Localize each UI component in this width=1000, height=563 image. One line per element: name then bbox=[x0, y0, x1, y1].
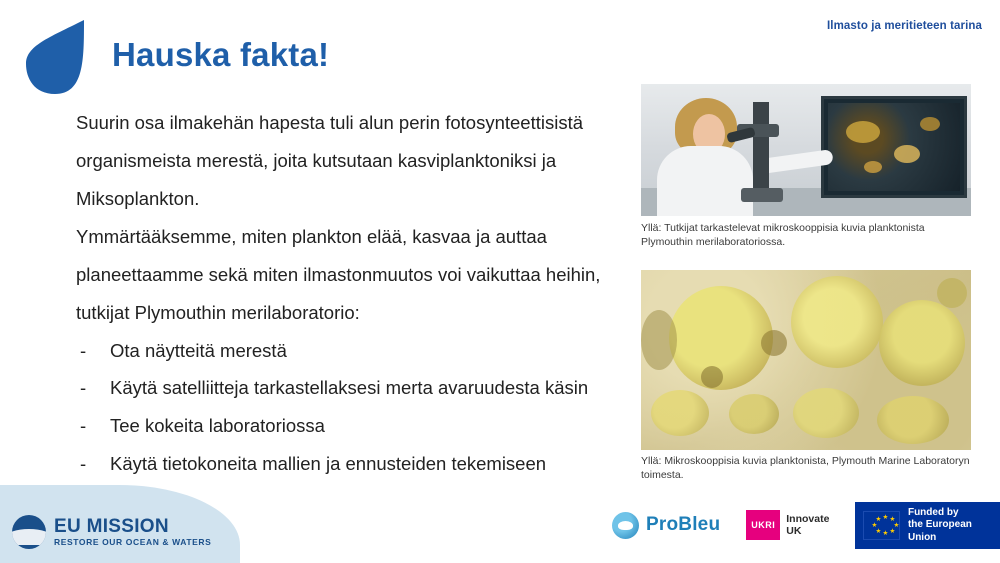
eu-mission-line2: RESTORE OUR OCEAN & WATERS bbox=[54, 536, 212, 547]
partner-logo-row bbox=[612, 502, 1000, 550]
plankton-cell bbox=[701, 366, 723, 388]
eu-funded-line2: the European Union bbox=[907, 519, 972, 543]
header-label: Ilmasto ja meritieteen tarina bbox=[826, 20, 982, 32]
bullet-marker: - bbox=[80, 377, 87, 399]
plankton-cell bbox=[791, 276, 883, 368]
plankton-cell bbox=[879, 300, 965, 386]
researcher-lab-coat bbox=[657, 146, 753, 216]
water-drop-icon bbox=[26, 20, 84, 94]
eu-mission-logo bbox=[12, 515, 211, 549]
list-item-label: Käytä satelliitteja tarkastellaksesi merta avaruudesta käsin bbox=[110, 377, 589, 399]
paragraph-intro: Suurin osa ilmakehän hapesta tuli alun perin fotosynteettisistä organismeista merestä, joita kutsutaan kasviplanktoniksi ja Miksoplankton. bbox=[76, 112, 583, 209]
list-item bbox=[76, 445, 636, 483]
plankton-cell bbox=[641, 310, 677, 370]
page-title: Hauska fakta! bbox=[112, 36, 330, 73]
plankton-cell bbox=[793, 388, 859, 438]
plankton-microscopy-photo bbox=[641, 270, 971, 450]
bullet-marker: - bbox=[80, 339, 87, 361]
list-item bbox=[76, 369, 636, 407]
eu-funded-text bbox=[908, 507, 990, 545]
eu-mission-text bbox=[54, 517, 211, 547]
caption-top: Yllä: Tutkijat tarkastelevat mikroskooppisia kuvia planktonista Plymouthin merilaboratoriossa. bbox=[641, 222, 925, 248]
plankton-cell bbox=[729, 394, 779, 434]
probleu-name: ProBleu bbox=[646, 514, 721, 536]
eu-funded-line1: Funded by bbox=[907, 506, 959, 518]
wave-icon bbox=[12, 515, 46, 549]
list-item-label: Käytä tietokoneita mallien ja ennusteiden tekemiseen bbox=[110, 453, 547, 475]
innovate-uk-text bbox=[786, 513, 829, 537]
bullet-marker: - bbox=[80, 415, 87, 437]
screen-plankton-blob bbox=[864, 161, 882, 173]
list-item-label: Tee kokeita laboratoriossa bbox=[110, 415, 325, 437]
innovate-line2: UK bbox=[786, 525, 802, 538]
researcher-microscope-photo bbox=[641, 84, 971, 216]
plankton-cell bbox=[877, 396, 949, 444]
eu-funded-logo bbox=[855, 502, 1000, 550]
list-item bbox=[76, 407, 636, 445]
list-item bbox=[76, 332, 636, 370]
screen-plankton-blob bbox=[846, 121, 880, 143]
microscope-base bbox=[741, 188, 783, 202]
screen-plankton-blob bbox=[920, 117, 940, 131]
caption-bottom: Yllä: Mikroskooppisia kuvia planktonista, Plymouth Marine Laboratoryn toimesta. bbox=[641, 455, 970, 481]
bullet-list bbox=[76, 332, 636, 484]
monitor-screen bbox=[828, 103, 960, 191]
plankton-cell bbox=[651, 390, 709, 436]
bullet-marker: - bbox=[80, 453, 87, 475]
monitor-icon bbox=[821, 96, 967, 198]
list-item-label: Ota näytteitä merestä bbox=[110, 339, 287, 361]
ukri-mark-line1: UKRI bbox=[751, 519, 776, 530]
paragraph-research: Ymmärtääksemme, miten plankton elää, kasvaa ja auttaa planeettaamme sekä miten ilmastonmuutos voi vaikuttaa heihin, tutkijat Plymouthin merilaboratorio: bbox=[76, 225, 601, 323]
plankton-cell bbox=[761, 330, 787, 356]
ukri-mark bbox=[746, 510, 780, 540]
microscope-icon bbox=[753, 102, 769, 194]
screen-plankton-blob bbox=[894, 145, 920, 163]
eu-mission-line1: EU MISSION bbox=[54, 516, 169, 538]
plankton-cell bbox=[937, 278, 967, 308]
body-content bbox=[76, 104, 636, 483]
probleu-logo bbox=[612, 512, 720, 539]
eu-flag-icon: ★ ★ ★ ★ ★ ★ ★ ★ bbox=[863, 511, 900, 540]
ukri-innovate-logo bbox=[746, 510, 829, 540]
innovate-line1: Innovate bbox=[786, 513, 830, 526]
eu-mission-moon-drop-logo bbox=[10, 6, 102, 98]
probleu-wave-icon bbox=[612, 512, 639, 539]
